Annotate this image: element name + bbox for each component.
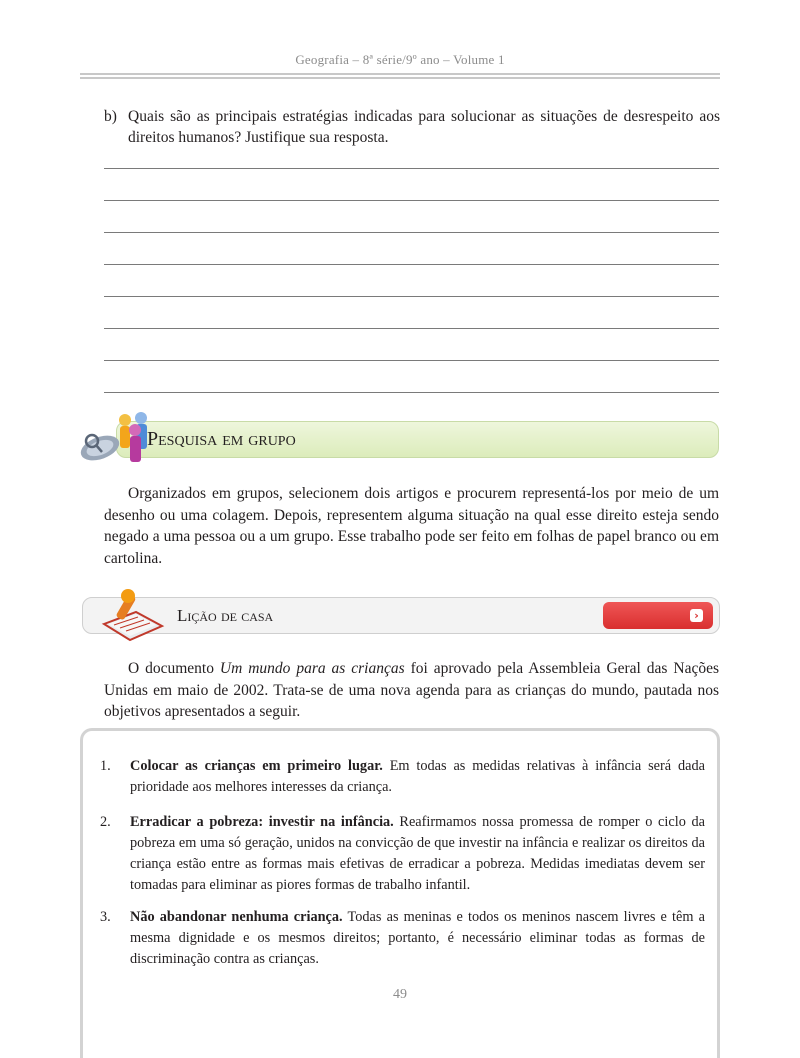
- item-heading: Colocar as crianças em primeiro lugar.: [130, 758, 383, 774]
- homework-banner: [82, 597, 720, 634]
- answer-line[interactable]: [104, 392, 719, 393]
- list-item: [100, 812, 705, 896]
- item-body: Todas as meninas e todos os meninos nascem livres e têm a mesma dignidade e os mesmos direitos; portanto, é necessário eliminar todas as formas de discriminação contra as crianças.: [130, 909, 705, 967]
- group-research-icon: [78, 408, 168, 466]
- item-number: 3.: [100, 909, 111, 925]
- question-label: b): [104, 108, 117, 125]
- running-header: Geografia – 8ª série/9º ano – Volume 1: [295, 52, 505, 67]
- answer-line[interactable]: [104, 200, 719, 201]
- item-number: 2.: [100, 814, 111, 830]
- item-body: Em todas as medidas relativas à infância será dada prioridade aos melhores interesses da criança.: [130, 758, 705, 795]
- answer-line[interactable]: [104, 232, 719, 233]
- item-text: [130, 812, 705, 896]
- page-number: 49: [393, 987, 407, 1002]
- list-item: [100, 907, 705, 970]
- list-item: [100, 756, 705, 798]
- homework-text: [104, 658, 719, 723]
- homework-text-start: O documento: [128, 660, 220, 677]
- question-b: [104, 106, 720, 148]
- question-text: Quais são as principais estratégias indicadas para solucionar as situações de desrespeito aos direitos humanos? Justifique sua resposta.: [128, 108, 720, 146]
- item-text: [130, 907, 705, 970]
- group-research-title: Pesquisa em grupo: [147, 428, 296, 450]
- homework-tab[interactable]: [603, 602, 713, 629]
- item-heading: Erradicar a pobreza: investir na infância.: [130, 814, 394, 830]
- group-research-banner: [116, 421, 719, 458]
- item-heading: Não abandonar nenhuma criança.: [130, 909, 343, 925]
- homework-title: Lição de casa: [177, 606, 274, 625]
- answer-line[interactable]: [104, 168, 719, 169]
- answer-line[interactable]: [104, 264, 719, 265]
- header-rule-top: [80, 73, 720, 75]
- arrow-right-icon[interactable]: ›: [690, 609, 703, 622]
- answer-line[interactable]: [104, 360, 719, 361]
- item-body: Reafirmamos nossa promessa de romper o ciclo da pobreza em uma só geração, unidos na convicção de que investir na infância e realizar os direitos da criança estão entre as formas mais efetivas de erradicar a pobreza. Medidas imediatas devem ser tomadas para eliminar as piores formas de trabalho infantil.: [130, 814, 705, 893]
- item-text: [130, 756, 705, 798]
- homework-text-end: foi aprovado pela Assembleia Geral das Nações Unidas em maio de 2002. Trata-se de uma nova agenda para as crianças do mundo, pautada nos objetivos apresentados a seguir.: [104, 660, 719, 720]
- document-title: Um mundo para as crianças: [219, 660, 405, 677]
- group-research-text: Organizados em grupos, selecionem dois artigos e procurem representá-los por meio de um desenho ou uma colagem. Depois, representem alguma situação na qual esse direito esteja sendo negado a uma pessoa ou a um grupo. Esse trabalho pode ser feito em folhas de papel branco ou em cartolina.: [104, 485, 719, 567]
- homework-icon: [98, 586, 166, 642]
- answer-line[interactable]: [104, 328, 719, 329]
- answer-line[interactable]: [104, 296, 719, 297]
- header-rule-bottom: [80, 77, 720, 79]
- item-number: 1.: [100, 758, 111, 774]
